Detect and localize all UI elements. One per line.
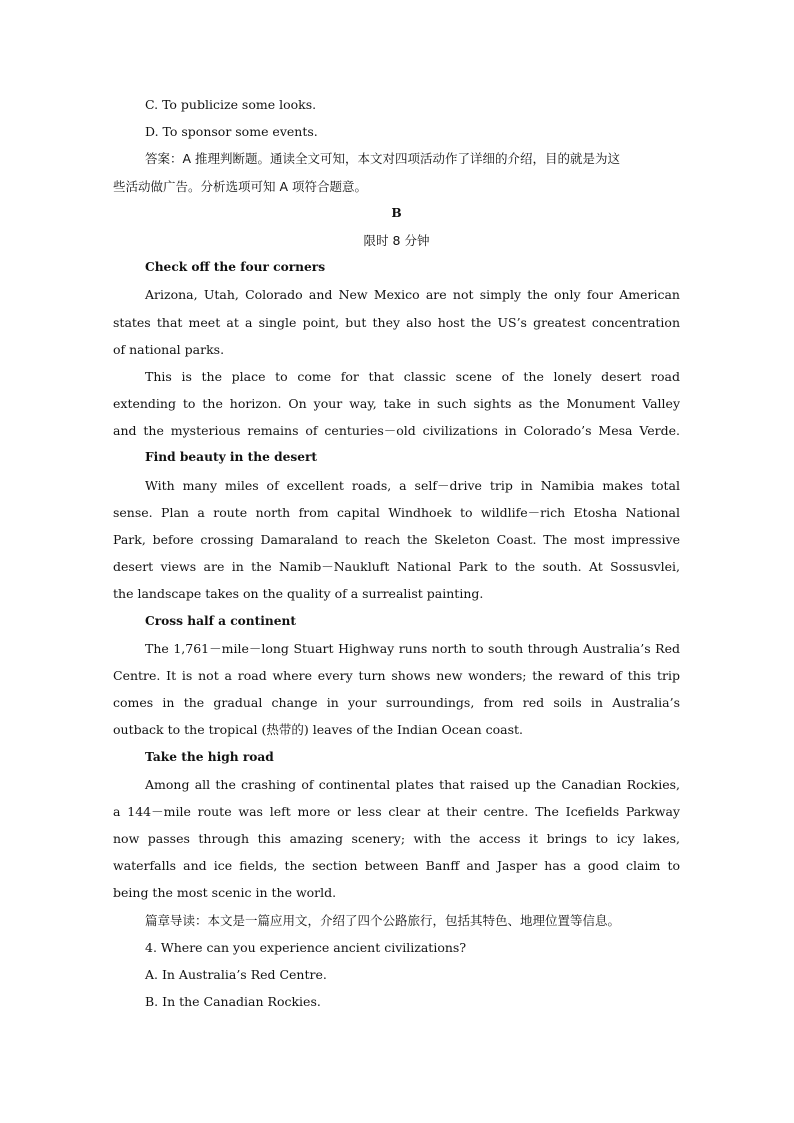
- paragraph-line: the landscape takes on the quality of a surrealist painting.: [113, 586, 484, 602]
- paragraph-line: and the mysterious remains of centuries－old civilizations in Colorado’s Mesa Verde.: [113, 423, 680, 439]
- document-page: [113, 91, 680, 1015]
- answer-line-2: 些活动做广告。分析选项可知 A 项符合题意。: [113, 178, 367, 194]
- option-c: C. To publicize some looks.: [145, 97, 317, 112]
- question-4-stem: 4. Where can you experience ancient civilizations?: [145, 939, 467, 955]
- paragraph-line: a 144－mile route was left more or less clear at their centre. The Icefields Parkway: [113, 803, 680, 819]
- option-d: D. To sponsor some events.: [145, 124, 318, 140]
- paragraph-line: sense. Plan a route north from capital Windhoek to wildlife－rich Etosha National: [113, 504, 680, 520]
- paragraph-line: being the most scenic in the world.: [113, 885, 337, 901]
- answer-line-1: 答案：A 推理判断题。通读全文可知，本文对四项活动作了详细的介绍，目的就是为这: [145, 151, 621, 167]
- paragraph-line: of national parks.: [113, 341, 225, 357]
- paragraph-line: now passes through this amazing scenery; with the access it brings to icy lakes,: [113, 831, 680, 847]
- paragraph-line: The 1,761－mile－long Stuart Highway runs north to south through Australia’s Red: [145, 640, 680, 656]
- paragraph-line: Park, before crossing Damaraland to reach the Skeleton Coast. The most impressive: [113, 532, 680, 547]
- paragraph-line: extending to the horizon. On your way, take in such sights as the Monument Valley: [113, 396, 680, 412]
- heading-continent: Cross half a continent: [145, 613, 297, 628]
- paragraph-line: Centre. It is not a road where every turn shows new wonders; the reward of this trip: [113, 667, 680, 683]
- paragraph-line: outback to the tropical (热带的) leaves of the Indian Ocean coast.: [113, 722, 523, 738]
- section-label: B: [391, 205, 402, 220]
- heading-high-road: Take the high road: [145, 749, 274, 764]
- time-limit: 限时 8 分钟: [363, 232, 430, 248]
- paragraph-line: Arizona, Utah, Colorado and New Mexico are not simply the only four American: [145, 287, 680, 303]
- paragraph-line: comes in the gradual change in your surroundings, from red soils in Australia’s: [113, 695, 680, 711]
- paragraph-line: With many miles of excellent roads, a self－drive trip in Namibia makes total: [145, 477, 680, 493]
- paragraph-line: states that meet at a single point, but they also host the US’s greatest concentration: [113, 314, 680, 330]
- heading-four-corners: Check off the four corners: [145, 260, 326, 275]
- paragraph-line: This is the place to come for that classic scene of the lonely desert road: [145, 368, 680, 384]
- heading-desert: Find beauty in the desert: [145, 450, 318, 465]
- paragraph-line: waterfalls and ice fields, the section between Banff and Jasper has a good claim to: [113, 858, 680, 874]
- question-4-option-a: A. In Australia’s Red Centre.: [145, 967, 327, 982]
- paragraph-line: desert views are in the Namib－Naukluft National Park to the south. At Sossusvlei,: [113, 559, 680, 575]
- passage-guide: 篇章导读：本文是一篇应用文，介绍了四个公路旅行，包括其特色、地理位置等信息。: [145, 912, 621, 928]
- paragraph-line: Among all the crashing of continental plates that raised up the Canadian Rockies,: [145, 776, 680, 792]
- question-4-option-b: B. In the Canadian Rockies.: [145, 994, 321, 1010]
